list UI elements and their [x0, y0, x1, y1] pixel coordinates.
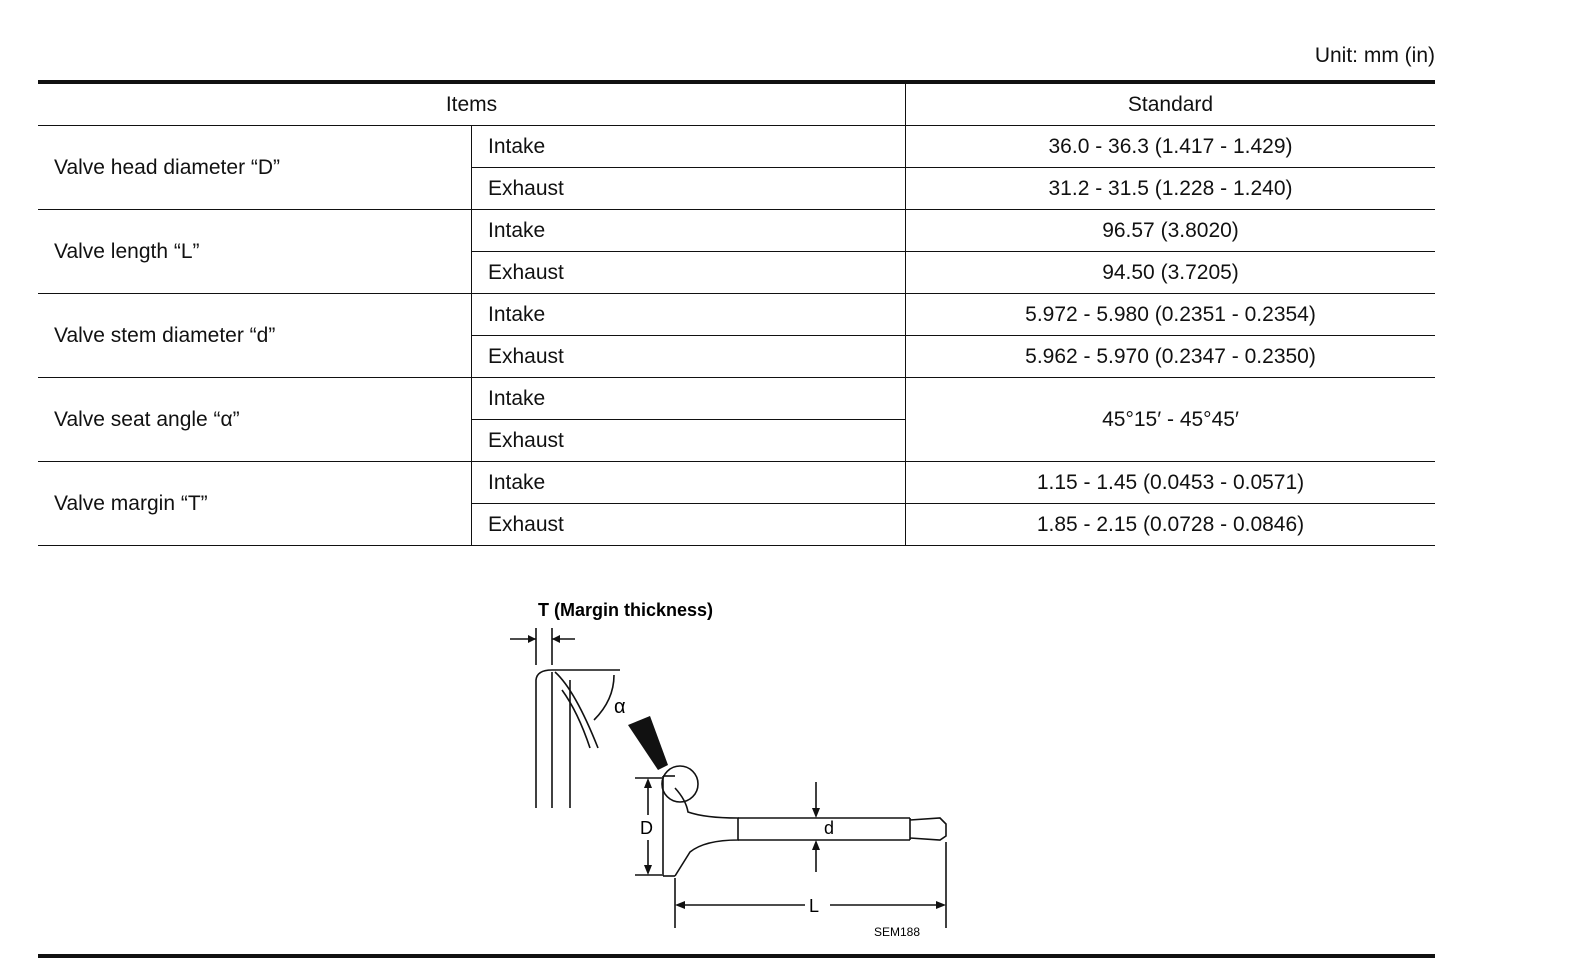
- figure-title: T (Margin thickness): [538, 600, 714, 620]
- L-label: L: [809, 896, 820, 916]
- item-label: Valve stem diameter “d”: [38, 294, 472, 378]
- d-label: d: [824, 818, 835, 838]
- standard-value: 1.85 - 2.15 (0.0728 - 0.0846): [906, 504, 1436, 546]
- sub-label: Intake: [472, 126, 906, 168]
- table-row: [38, 294, 1435, 336]
- standard-value: 5.972 - 5.980 (0.2351 - 0.2354): [906, 294, 1436, 336]
- sub-label: Intake: [472, 210, 906, 252]
- figure-code: SEM188: [874, 925, 921, 939]
- sub-label: Exhaust: [472, 168, 906, 210]
- table-row: [38, 378, 1435, 420]
- valve-tip: [910, 818, 946, 840]
- sub-label: Exhaust: [472, 420, 906, 462]
- standard-value: 96.57 (3.8020): [906, 210, 1436, 252]
- unit-label: Unit: mm (in): [1314, 44, 1435, 67]
- sub-label: Exhaust: [472, 252, 906, 294]
- item-label: Valve seat angle “α”: [38, 378, 472, 462]
- alpha-arc: [594, 675, 614, 720]
- table-row: [38, 210, 1435, 252]
- item-label: Valve margin “T”: [38, 462, 472, 546]
- sub-label: Intake: [472, 294, 906, 336]
- header-standard: Standard: [906, 82, 1436, 126]
- standard-value: 1.15 - 1.45 (0.0453 - 0.0571): [906, 462, 1436, 504]
- item-label: Valve head diameter “D”: [38, 126, 472, 210]
- valve-diagram: [500, 590, 960, 940]
- sub-label: Exhaust: [472, 504, 906, 546]
- sub-label: Exhaust: [472, 336, 906, 378]
- bottom-rule: [38, 954, 1435, 958]
- valve-spec-table: [38, 80, 1435, 546]
- D-label: D: [640, 818, 653, 838]
- table-header-row: [38, 82, 1435, 126]
- valve-body: [663, 776, 738, 876]
- standard-value: 94.50 (3.7205): [906, 252, 1436, 294]
- alpha-label: α: [614, 696, 626, 718]
- sub-label: Intake: [472, 462, 906, 504]
- standard-value: 31.2 - 31.5 (1.228 - 1.240): [906, 168, 1436, 210]
- sub-label: Intake: [472, 378, 906, 420]
- standard-value: 5.962 - 5.970 (0.2347 - 0.2350): [906, 336, 1436, 378]
- valve-head-detail: [536, 670, 620, 808]
- pointer-arrow: [628, 716, 668, 770]
- table-row: [38, 126, 1435, 168]
- table-row: [38, 462, 1435, 504]
- item-label: Valve length “L”: [38, 210, 472, 294]
- detail-circle: [662, 766, 698, 802]
- standard-value: 45°15′ - 45°45′: [906, 378, 1436, 462]
- standard-value: 36.0 - 36.3 (1.417 - 1.429): [906, 126, 1436, 168]
- header-items: Items: [38, 82, 906, 126]
